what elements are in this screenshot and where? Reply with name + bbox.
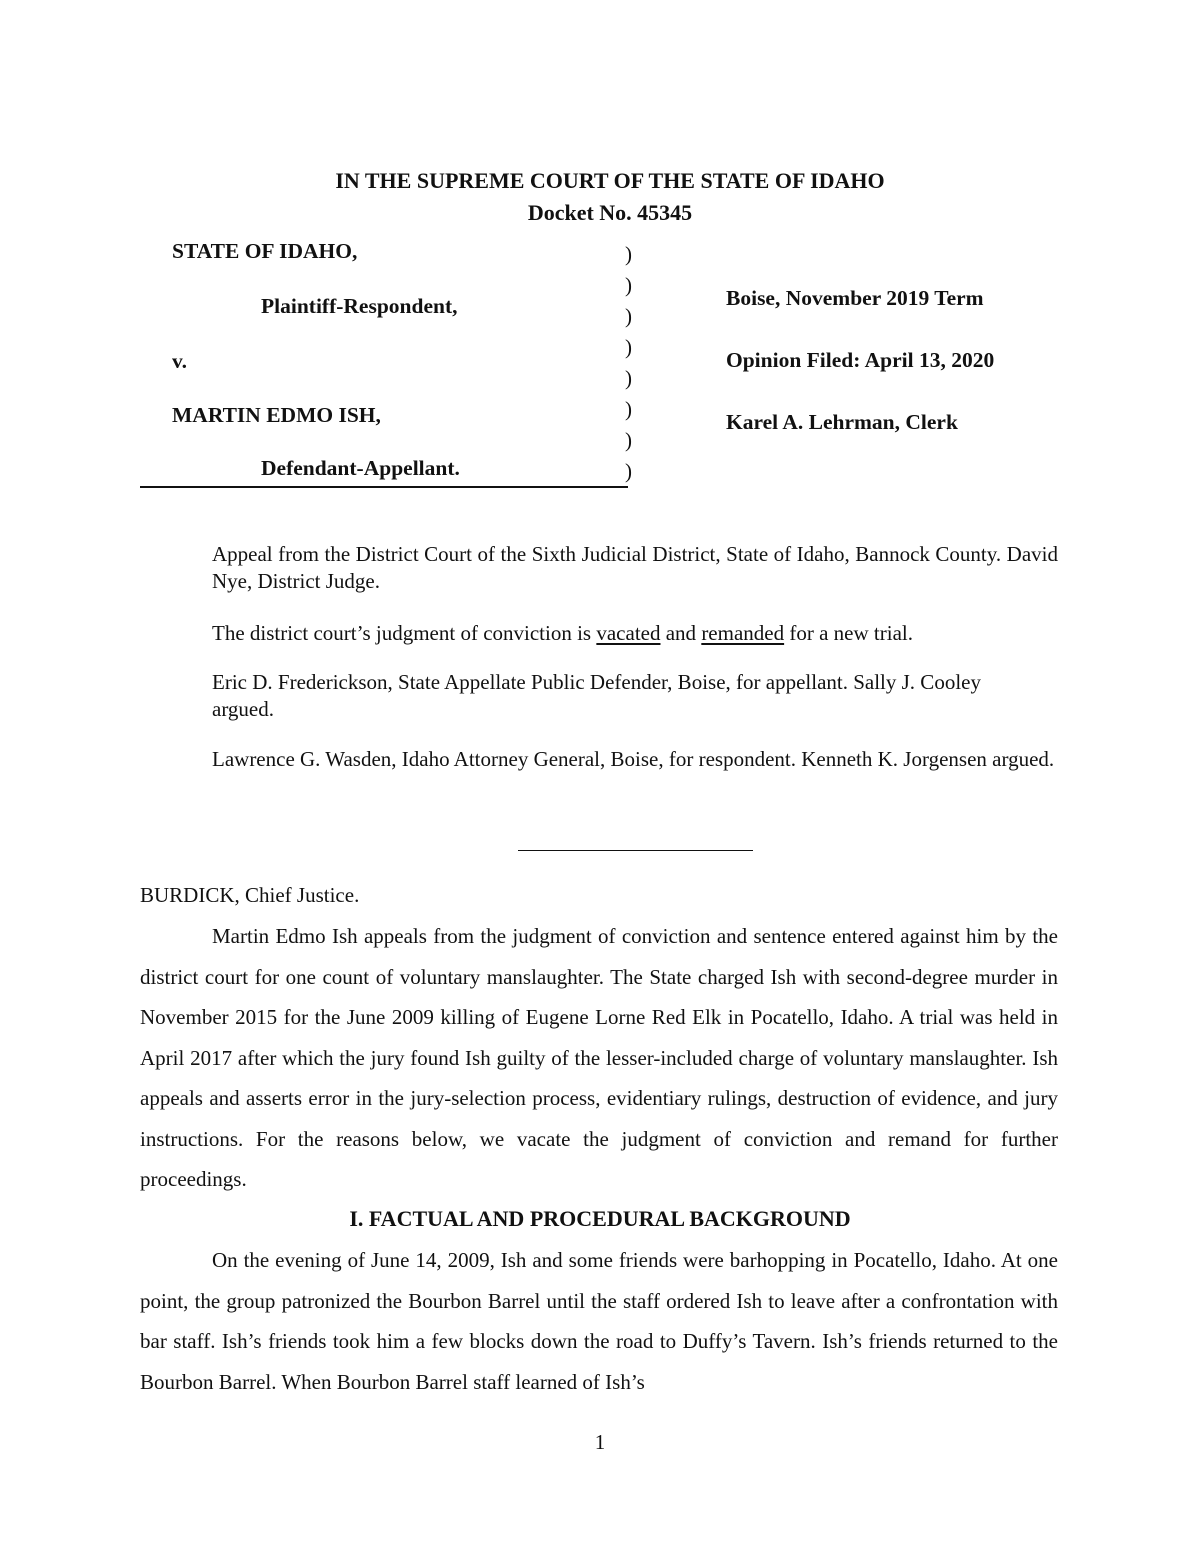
remanded-text: remanded <box>701 621 785 645</box>
versus: v. <box>172 349 187 373</box>
clerk-name: Karel A. Lehrman, Clerk <box>726 410 958 434</box>
judgment-statement: The district court’s judgment of conviction is vacated and remanded for a new trial. <box>212 621 913 645</box>
caption-underline <box>140 486 628 488</box>
page-number: 1 <box>594 1430 606 1454</box>
separator-line <box>518 850 753 851</box>
defendant-name: MARTIN EDMO ISH, <box>172 403 381 427</box>
court-term: Boise, November 2019 Term <box>726 286 984 310</box>
plaintiff-name: STATE OF IDAHO, <box>172 239 358 263</box>
appeal-statement: Appeal from the District Court of the Sixth Judicial District, State of Idaho, Bannock County. David Nye, District Judge. <box>212 542 1058 593</box>
intro-paragraph: Martin Edmo Ish appeals from the judgment of conviction and sentence entered against him by the district court for one count of voluntary manslaughter. The State charged Ish with second-degree murder in November 2015 for the June 2009 killing of Eugene Lorne Red Elk in Pocatello, Idaho. A trial was held in April 2017 after which the jury found Ish guilty of the lesser-included charge of voluntary manslaughter. Ish appeals and asserts error in the jury-selection process, evidentiary rulings, destruction of evidence, and jury instructions. For the reasons below, we vacate the judgment of conviction and remand for further proceedings. <box>140 924 1058 1191</box>
docket-number: Docket No. 45345 <box>527 200 693 225</box>
caption-paren: ) <box>625 428 632 452</box>
caption-paren: ) <box>625 335 632 359</box>
background-paragraph: On the evening of June 14, 2009, Ish and some friends were barhopping in Pocatello, Idaho. At one point, the group patronized the Bourbon Barrel until the staff ordered Ish to leave after a confrontation with bar staff. Ish’s friends took him a few blocks down the road to Duffy’s Tavern. Ish’s friends returned to the Bourbon Barrel. When Bourbon Barrel staff learned of Ish’s <box>140 1248 1058 1394</box>
vacated-text: vacated <box>596 621 661 645</box>
caption-paren: ) <box>625 397 632 421</box>
section-heading: I. FACTUAL AND PROCEDURAL BACKGROUND <box>349 1206 851 1231</box>
caption-paren: ) <box>625 366 632 390</box>
caption-paren: ) <box>625 242 632 266</box>
opinion-author: BURDICK, Chief Justice. <box>140 883 360 907</box>
opinion-filed-date: Opinion Filed: April 13, 2020 <box>726 348 995 372</box>
caption-paren: ) <box>625 304 632 328</box>
respondent-counsel: Lawrence G. Wasden, Idaho Attorney General, Boise, for respondent. Kenneth K. Jorgensen argued. <box>212 747 1055 771</box>
court-title: IN THE SUPREME COURT OF THE STATE OF IDAHO <box>335 168 885 193</box>
defendant-role: Defendant-Appellant. <box>261 456 460 480</box>
caption-paren: ) <box>625 459 632 483</box>
appellant-counsel: Eric D. Frederickson, State Appellate Public Defender, Boise, for appellant. Sally J. Cooley argued. <box>212 670 981 721</box>
caption-paren: ) <box>625 273 632 297</box>
plaintiff-role: Plaintiff-Respondent, <box>261 294 458 318</box>
